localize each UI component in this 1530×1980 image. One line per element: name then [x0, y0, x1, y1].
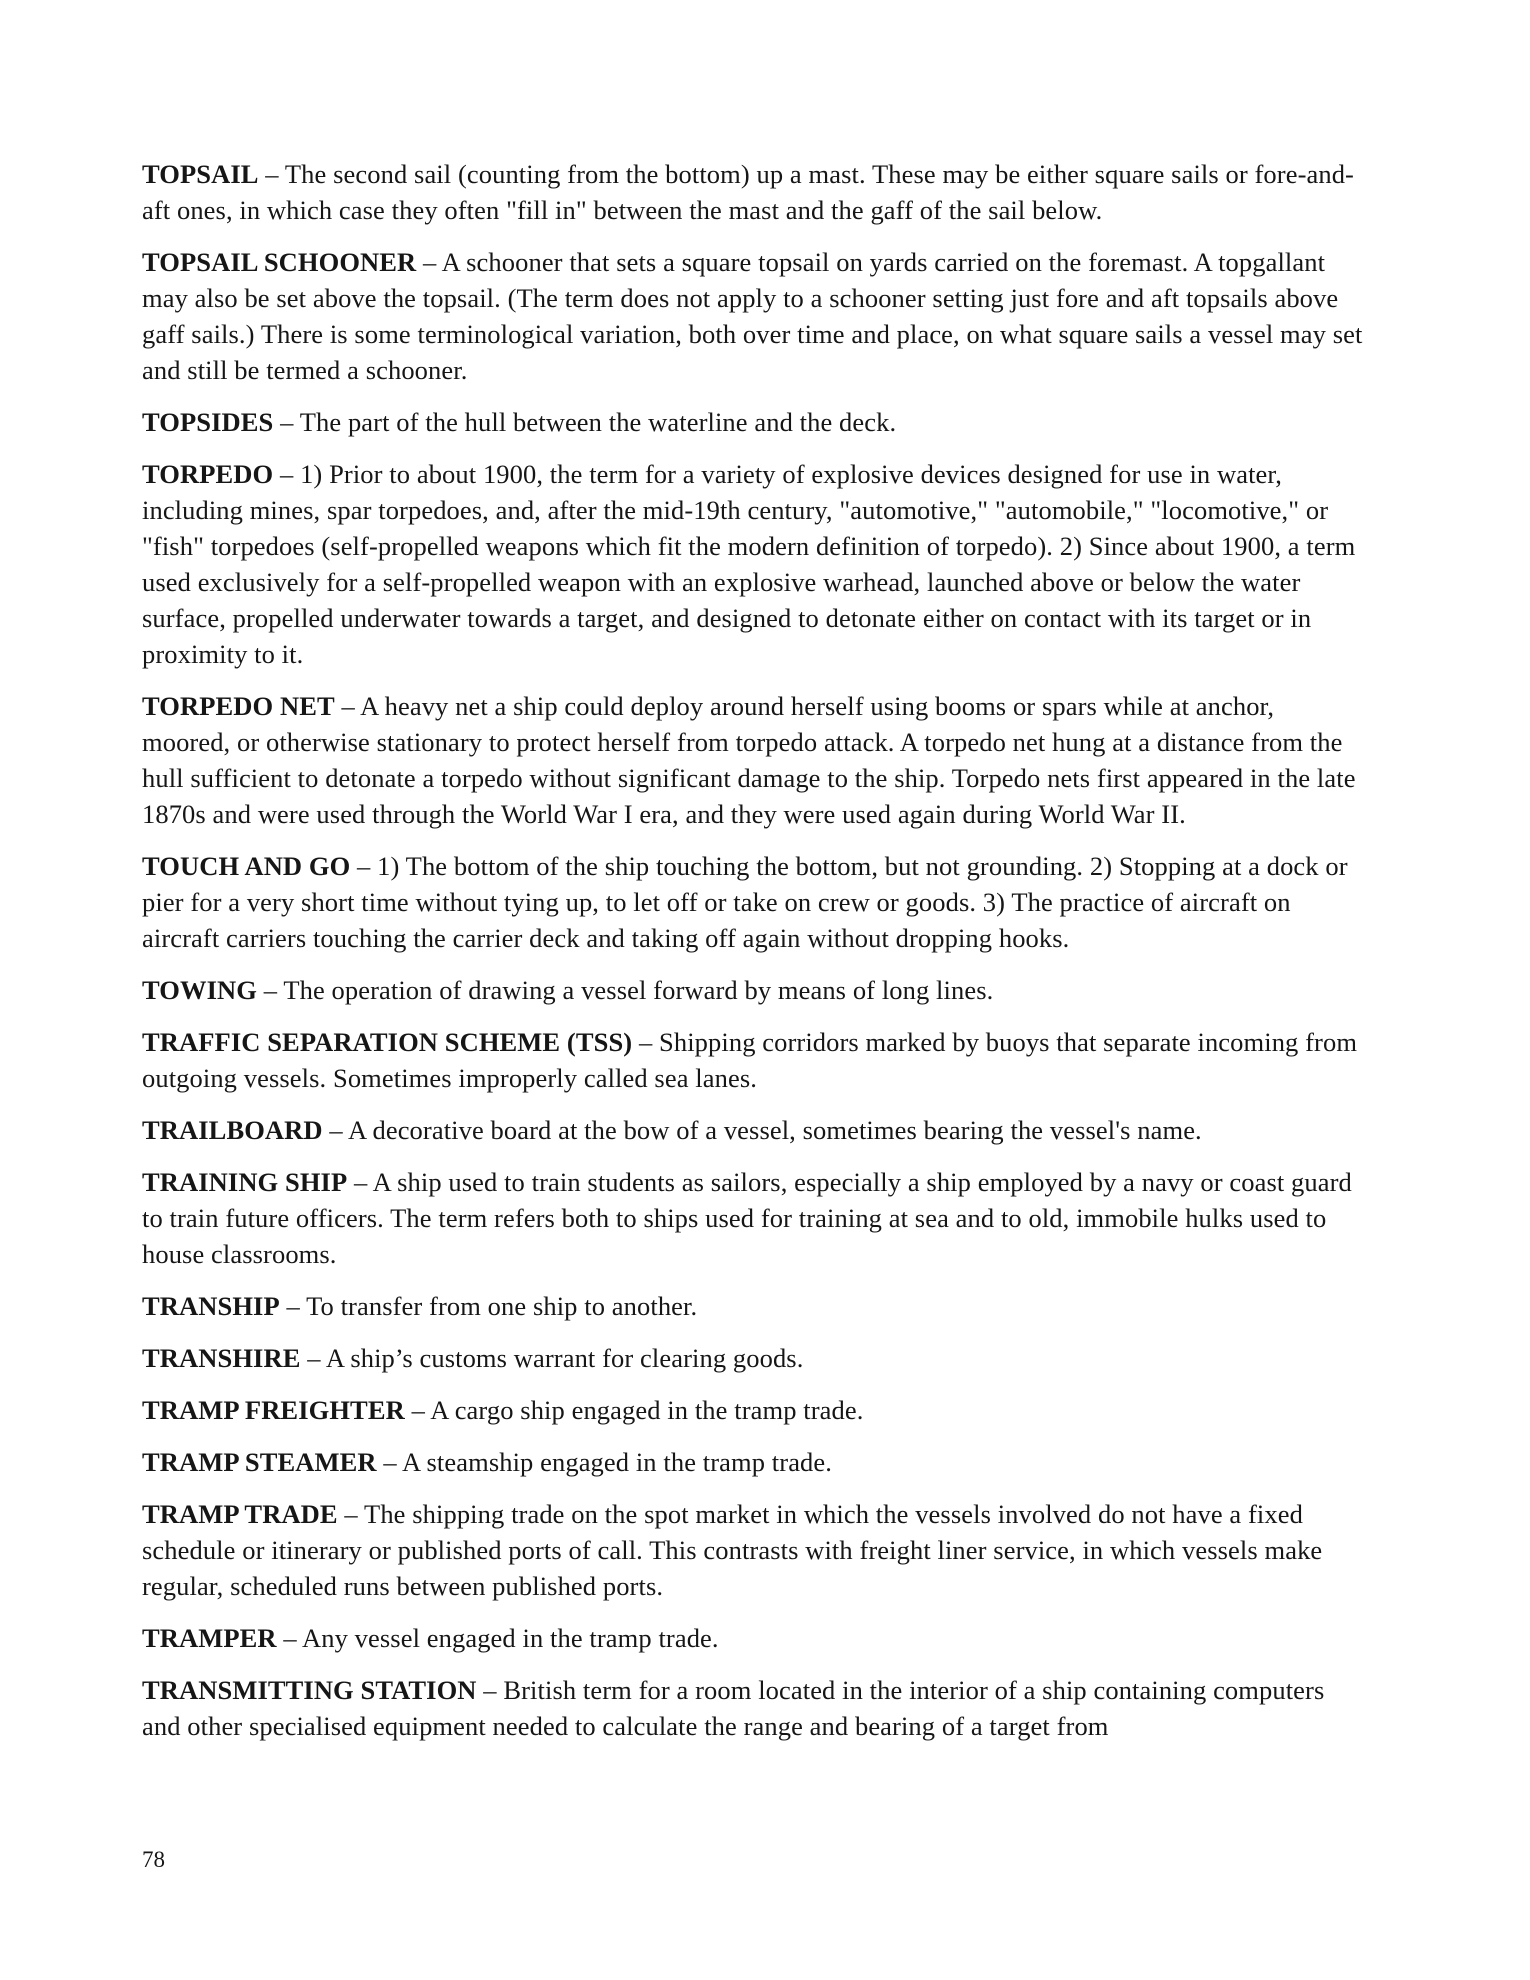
glossary-entry [142, 848, 1366, 956]
term-separator: – [258, 159, 285, 189]
glossary-definition: British term for a room located in the interior of a ship containing computers and other specialised equipment needed to calculate the range and bearing of a target from [142, 1675, 1325, 1741]
glossary-entry [142, 1392, 1366, 1428]
glossary-term: TRANSMITTING STATION [142, 1675, 477, 1705]
glossary-definition: A steamship engaged in the tramp trade. [402, 1447, 832, 1477]
term-separator: – [279, 1291, 307, 1321]
glossary-entry [142, 1496, 1366, 1604]
glossary-definition: The part of the hull between the waterline and the deck. [299, 407, 897, 437]
glossary-term: TRANSHIRE [142, 1343, 301, 1373]
glossary-entry [142, 1340, 1366, 1376]
glossary-entry [142, 1024, 1366, 1096]
glossary-definition: A cargo ship engaged in the tramp trade. [430, 1395, 864, 1425]
term-separator: – [256, 975, 284, 1005]
glossary-definition: A ship used to train students as sailors, especially a ship employed by a navy or coast guard to train future officers. The term refers both to ships used for training at sea and to old, immobile hulks used to house classrooms. [142, 1167, 1352, 1269]
glossary-definition: The shipping trade on the spot market in which the vessels involved do not have a fixed schedule or itinerary or published ports of call. This contrasts with freight liner service, in which vessels make regular, scheduled runs between published ports. [142, 1499, 1323, 1601]
term-separator: – [322, 1115, 348, 1145]
term-separator: – [334, 691, 361, 721]
glossary-entry [142, 1112, 1366, 1148]
term-separator: – [273, 407, 300, 437]
glossary-term: TRAMPER [142, 1623, 277, 1653]
glossary-entry [142, 1288, 1366, 1324]
glossary-list [142, 156, 1366, 1760]
term-separator: – [376, 1447, 403, 1477]
glossary-entry [142, 1672, 1366, 1744]
page-number: 78 [142, 1847, 165, 1872]
glossary-definition: 1) The bottom of the ship touching the bottom, but not grounding. 2) Stopping at a dock or pier for a very short time without tying up, to let off or take on crew or goods. 3) The practice of aircraft on aircraft carriers touching the carrier deck and taking off again without dropping hooks. [142, 851, 1348, 953]
glossary-entry [142, 972, 1366, 1008]
glossary-term: TRANSHIP [142, 1291, 280, 1321]
glossary-entry [142, 456, 1366, 672]
glossary-definition: The second sail (counting from the bottom) up a mast. These may be either square sails or fore-and-aft ones, in which case they often "fill in" between the mast and the gaff of the sail below. [142, 159, 1354, 225]
glossary-definition: A heavy net a ship could deploy around herself using booms or spars while at anchor, moored, or otherwise stationary to protect herself from torpedo attack. A torpedo net hung at a distance from the hull sufficient to detonate a torpedo without significant damage to the ship. Torpedo nets first appeared in the late 1870s and were used through the World War I era, and they were used again during World War II. [142, 691, 1356, 829]
term-separator: – [476, 1675, 504, 1705]
glossary-definition: To transfer from one ship to another. [306, 1291, 698, 1321]
glossary-entry [142, 688, 1366, 832]
glossary-entry [142, 156, 1366, 228]
glossary-term: TRAMP FREIGHTER [142, 1395, 405, 1425]
glossary-definition: A ship’s customs warrant for clearing goods. [325, 1343, 804, 1373]
term-separator: – [300, 1343, 326, 1373]
glossary-definition: Shipping corridors marked by buoys that separate incoming from outgoing vessels. Sometimes improperly called sea lanes. [142, 1027, 1358, 1093]
glossary-entry [142, 244, 1366, 388]
term-separator: – [347, 1167, 373, 1197]
glossary-definition: A schooner that sets a square topsail on yards carried on the foremast. A topgallant may also be set above the topsail. (The term does not apply to a schooner setting just fore and aft topsails above gaff sails.) There is some terminological variation, both over time and place, on what square sails a vessel may set and still be termed a schooner. [142, 247, 1363, 385]
term-separator: – [416, 247, 442, 277]
term-separator: – [337, 1499, 365, 1529]
glossary-term: TORPEDO NET [142, 691, 335, 721]
glossary-entry [142, 404, 1366, 440]
term-separator: – [276, 1623, 303, 1653]
glossary-term: TOUCH AND GO [142, 851, 351, 881]
glossary-term: TOPSIDES [142, 407, 274, 437]
glossary-term: TOPSAIL [142, 159, 259, 189]
glossary-definition: 1) Prior to about 1900, the term for a variety of explosive devices designed for use in water, including mines, spar torpedoes, and, after the mid-19th century, "automotive," "automobile," "locomotive," or "fish" torpedoes (self-propelled weapons which fit the modern definition of torpedo). 2) Since about 1900, a term used exclusively for a self-propelled weapon with an explosive warhead, launched above or below the water surface, propelled underwater towards a target, and designed to detonate either on contact with its target or in proximity to it. [142, 459, 1356, 669]
glossary-entry [142, 1620, 1366, 1656]
term-separator: – [404, 1395, 431, 1425]
glossary-definition: Any vessel engaged in the tramp trade. [302, 1623, 719, 1653]
glossary-term: TRAMP TRADE [142, 1499, 338, 1529]
glossary-term: TRAMP STEAMER [142, 1447, 377, 1477]
glossary-term: TOPSAIL SCHOONER [142, 247, 417, 277]
glossary-term: TRAINING SHIP [142, 1167, 348, 1197]
term-separator: – [350, 851, 378, 881]
term-separator: – [632, 1027, 660, 1057]
glossary-definition: A decorative board at the bow of a vessel, sometimes bearing the vessel's name. [347, 1115, 1202, 1145]
glossary-term: TRAFFIC SEPARATION SCHEME (TSS) [142, 1027, 633, 1057]
glossary-term: TOWING [142, 975, 257, 1005]
page-footer [142, 1846, 165, 1874]
glossary-term: TRAILBOARD [142, 1115, 323, 1145]
glossary-definition: The operation of drawing a vessel forward by means of long lines. [283, 975, 994, 1005]
glossary-entry [142, 1444, 1366, 1480]
glossary-term: TORPEDO [142, 459, 274, 489]
term-separator: – [273, 459, 301, 489]
glossary-entry [142, 1164, 1366, 1272]
